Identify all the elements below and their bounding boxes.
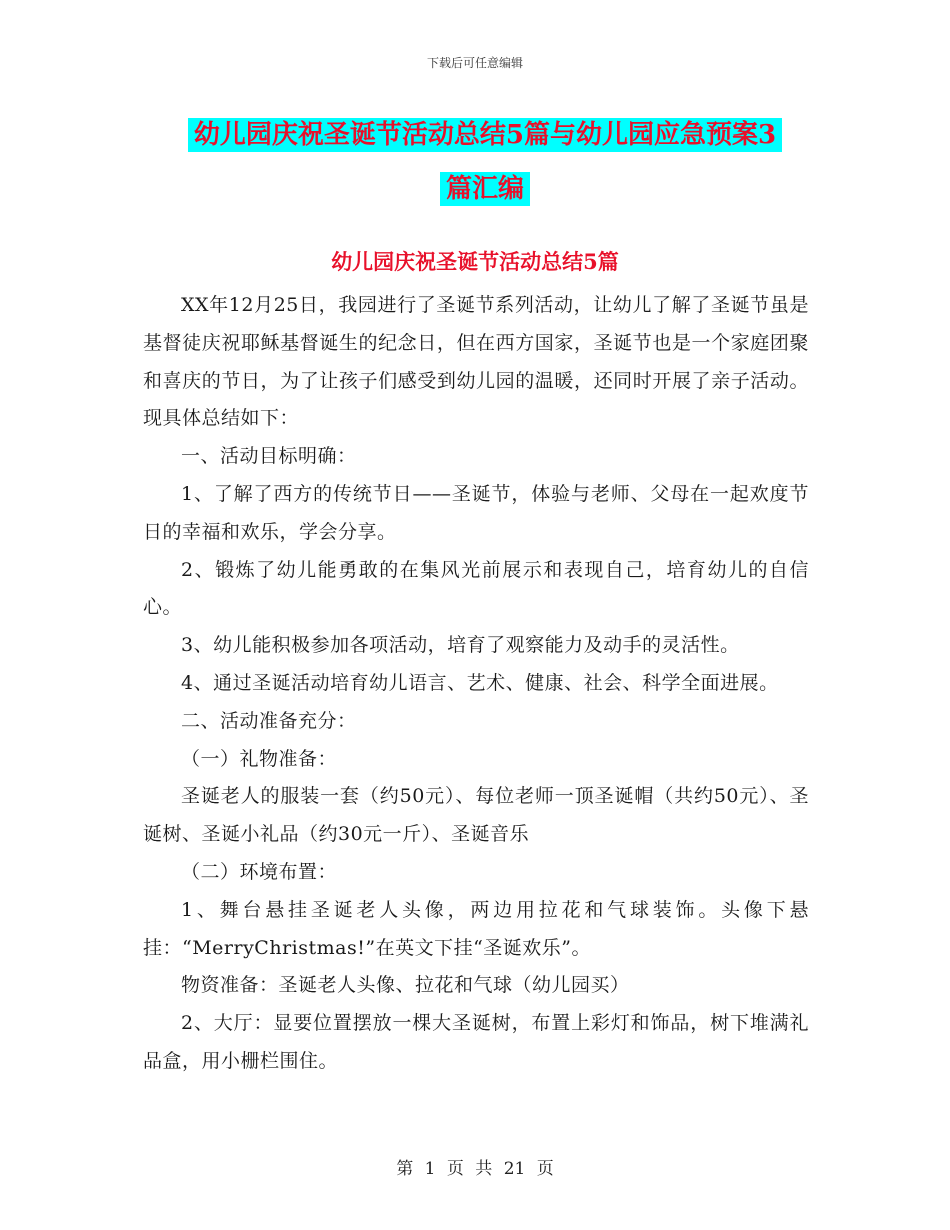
paragraph: 1、舞台悬挂圣诞老人头像，两边用拉花和气球装饰。头像下悬挂：“MerryChristmas!”在英文下挂“圣诞欢乐”。 [143, 898, 809, 959]
paragraph: 圣诞老人的服装一套（约50元）、每位老师一顶圣诞帽（共约50元）、圣诞树、圣诞小礼品（约30元一斤）、圣诞音乐 [143, 785, 809, 846]
paragraph: 3、幼儿能积极参加各项活动，培育了观察能力及动手的灵活性。 [181, 634, 740, 657]
section-title: 幼儿园庆祝圣诞节活动总结5篇 [331, 249, 619, 274]
body-text [143, 287, 809, 1081]
paragraph: 物资准备：圣诞老人头像、拉花和气球（幼儿园买） [181, 974, 630, 997]
paragraph: 2、锻炼了幼儿能勇敢的在集风光前展示和表现自己，培育幼儿的自信心。 [143, 558, 809, 619]
document-title [140, 108, 830, 216]
document-title-line-2: 篇汇编 [440, 172, 530, 206]
paragraph: （二）环境布置： [181, 860, 338, 883]
page-number: 第 1 页 共 21 页 [396, 1159, 554, 1179]
paragraph: 一、活动目标明确： [181, 445, 357, 468]
paragraph: 1、了解了西方的传统节日——圣诞节，体验与老师、父母在一起欢度节日的幸福和欢乐，学会分享。 [143, 482, 809, 543]
header-note: 下载后可任意编辑 [426, 56, 523, 70]
document-title-line-1: 幼儿园庆祝圣诞节活动总结5篇与幼儿园应急预案3 [188, 118, 782, 152]
paragraph: 二、活动准备充分： [181, 709, 357, 732]
paragraph: 4、通过圣诞活动培育幼儿语言、艺术、健康、社会、科学全面进展。 [181, 671, 779, 694]
paragraph: 2、大厅：显要位置摆放一棵大圣诞树，布置上彩灯和饰品，树下堆满礼品盒，用小栅栏围住。 [143, 1012, 809, 1072]
paragraph: （一）礼物准备： [181, 747, 338, 770]
paragraph: XX年12月25日，我园进行了圣诞节系列活动，让幼儿了解了圣诞节虽是基督徒庆祝耶稣基督诞生的纪念日，但在西方国家，圣诞节也是一个家庭团聚和喜庆的节日，为了让孩子们感受到幼儿园的温暖，还同时开展了亲子活动。现具体总结如下： [143, 294, 809, 430]
